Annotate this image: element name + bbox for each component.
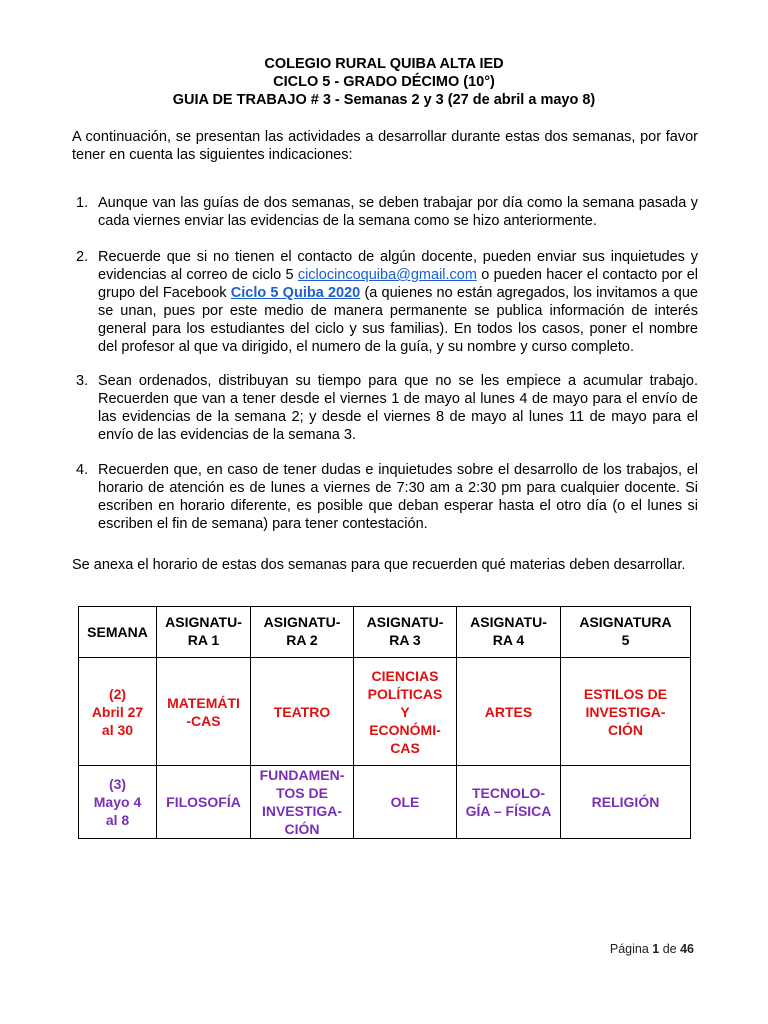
cycle-grade: CICLO 5 - GRADO DÉCIMO (10°) [273,74,495,90]
page-footer [610,942,694,956]
guide-title: GUIA DE TRABAJO # 3 - Semanas 2 y 3 (27 de abril a mayo 8) [172,92,596,108]
header-cell: SEMANA [79,607,157,658]
list-text: Recuerden que, en caso de tener dudas e inquietudes sobre el desarrollo de los trabajos, el horario de atención es de lunes a viernes de 7:30 am a 2:30 pm para cualquier docente. Si escriben en horario diferente, es posible que deban esperar hasta el otro día (o el lunes si escriben el fin de semana) para tener contestación. [98,462,698,532]
header-cell: ASIGNATU- RA 2 [251,607,354,658]
header-cell: ASIGNATURA 5 [561,607,691,658]
list-number: 1. [76,195,89,211]
table-cell: TEATRO [251,658,354,766]
table-cell: ARTES [457,658,561,766]
table-cell: FUNDAMEN- TOS DE INVESTIGA- CIÓN [251,766,354,839]
intro-paragraph: A continuación, se presentan las actividades a desarrollar durante estas dos semanas, por favor tener en cuenta las siguientes indicaciones: [72,129,698,163]
schedule-note: Se anexa el horario de estas dos semanas para que recuerden qué materias deben desarrollar. [72,557,686,573]
table-cell: (2) Abril 27 al 30 [79,658,157,766]
table-header-row [79,607,691,658]
header-cell: ASIGNATU- RA 1 [157,607,251,658]
list-item-2 [76,248,698,356]
table-cell: CIENCIAS POLÍTICAS Y ECONÓMI- CAS [354,658,457,766]
table-row [79,658,691,766]
school-name: COLEGIO RURAL QUIBA ALTA IED [264,56,504,72]
list-item-4 [76,461,698,533]
list-text: Sean ordenados, distribuyan su tiempo para que no se les empiece a acumular trabajo. Recuerden que van a tener desde el viernes 1 de mayo al lunes 4 de mayo para el envío de las evidencias de la semana 2; y desde el viernes 8 de mayo al lunes 11 de mayo para el envío de las evidencias de la semana 3. [98,373,698,443]
header-cell: ASIGNATU- RA 4 [457,607,561,658]
table-cell: ESTILOS DE INVESTIGA- CIÓN [561,658,691,766]
table-cell: RELIGIÓN [561,766,691,839]
facebook-group-link[interactable]: Ciclo 5 Quiba 2020 [230,285,361,301]
list-number: 4. [76,462,89,478]
table-row [79,766,691,839]
footer-label: Página [609,942,653,956]
list-item-3 [76,372,698,444]
list-number: 2. [76,249,89,265]
list-text-part: o pueden hacer el contacto por el grupo del Facebook [98,267,698,301]
list-text: Aunque van las guías de dos semanas, se deben trabajar por día como la semana pasada y cada viernes enviar las evidencias de la semana como se hizo anteriormente. [98,195,698,229]
list-item-1 [76,194,698,230]
list-text [98,248,698,356]
table-cell: OLE [354,766,457,839]
email-link[interactable]: ciclocincoquiba@gmail.com [297,267,477,283]
table-cell: TECNOLO- GÍA – FÍSICA [457,766,561,839]
table-cell: FILOSOFÍA [157,766,251,839]
table-cell: MATEMÁTI -CAS [157,658,251,766]
header-cell: ASIGNATU- RA 3 [354,607,457,658]
page-number: 1 [652,942,660,956]
schedule-table [78,606,691,839]
list-number: 3. [76,373,89,389]
table-cell: (3) Mayo 4 al 8 [79,766,157,839]
list-text-part: (a quienes no están agregados, los invitamos a que se unan, pues por este medio de manera permanente se publica información de interés general para los estudiantes del ciclo y sus familias). En todos los casos, poner el nombre del profesor al que va dirigido, el numero de la guía, y su nombre y curso completo. [98,285,698,355]
footer-label: de [659,942,681,956]
page-total: 46 [680,942,694,956]
list-text-part: Recuerde que si no tienen el contacto de algún docente, pueden enviar sus inquietudes y evidencias al correo de ciclo 5 [98,249,698,283]
